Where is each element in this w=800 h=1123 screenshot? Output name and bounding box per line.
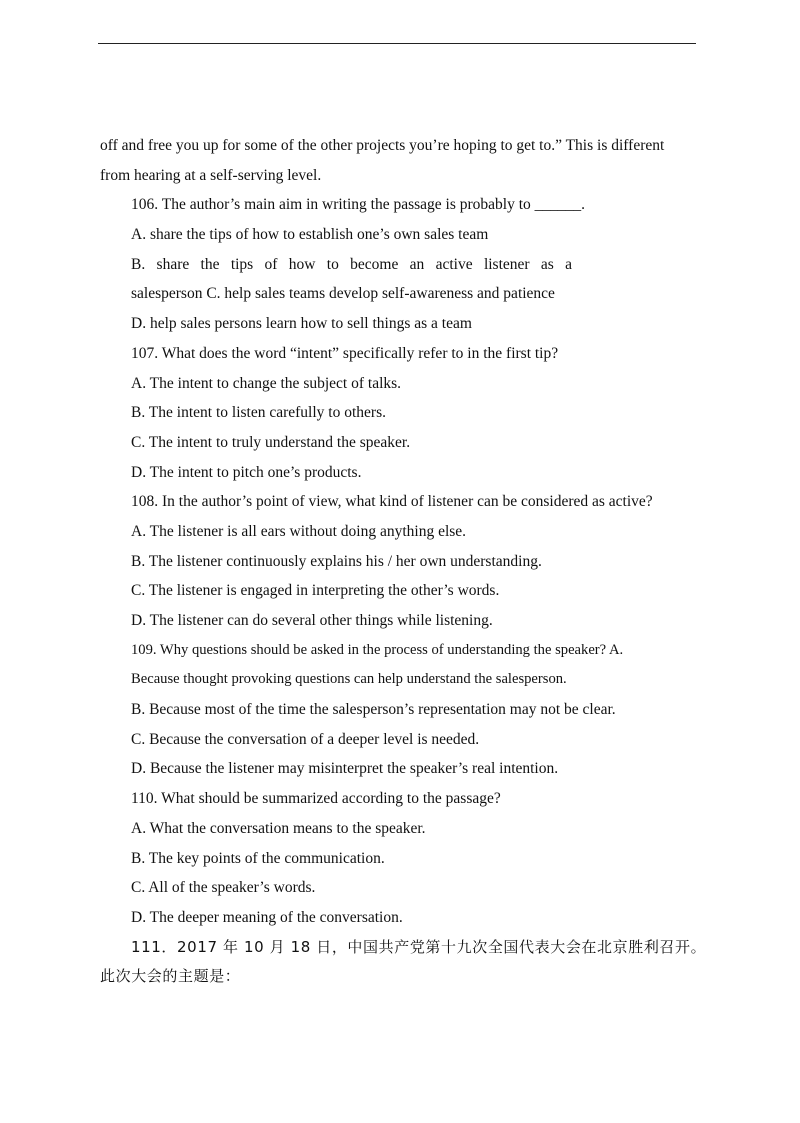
question-107-option-d: D. The intent to pitch one’s products. <box>131 463 362 481</box>
passage-line: from hearing at a self-serving level. <box>100 166 322 184</box>
question-107-option-c: C. The intent to truly understand the speaker. <box>131 433 411 451</box>
question-106-option-a: A. share the tips of how to establish one’s own sales team <box>131 226 489 244</box>
question-108-option-a: A. The listener is all ears without doing anything else. <box>131 522 467 540</box>
question-110-option-b: B. The key points of the communication. <box>131 849 385 867</box>
question-109-option-a: Because thought provoking questions can help understand the salesperson. <box>131 671 567 688</box>
question-108-option-b: B. The listener continuously explains his / her own understanding. <box>131 552 542 570</box>
question-106-option-b: B. share the tips of how to become an active listener as a <box>131 255 572 273</box>
question-110-stem: 110. What should be summarized according to the passage? <box>131 790 501 808</box>
page-content <box>100 131 707 992</box>
question-106-stem: 106. The author’s main aim in writing the passage is probably to ______. <box>131 196 586 214</box>
question-107-stem: 107. What does the word “intent” specifically refer to in the first tip? <box>131 344 559 362</box>
question-107-option-b: B. The intent to listen carefully to others. <box>131 404 386 422</box>
question-110-option-a: A. What the conversation means to the speaker. <box>131 819 426 837</box>
question-106-option-d: D. help sales persons learn how to sell things as a team <box>131 315 472 333</box>
question-111-stem-cont: 此次大会的主题是： <box>100 967 241 986</box>
question-108-option-c: C. The listener is engaged in interpreting the other’s words. <box>131 582 500 600</box>
question-110-option-d: D. The deeper meaning of the conversation. <box>131 908 403 926</box>
question-110-option-c: C. All of the speaker’s words. <box>131 879 316 897</box>
question-107-option-a: A. The intent to change the subject of talks. <box>131 374 402 392</box>
question-109-option-b: B. Because most of the time the salesperson’s representation may not be clear. <box>131 701 616 719</box>
header-rule <box>98 43 696 44</box>
question-106-option-b-c: salesperson C. help sales teams develop self-awareness and patience <box>131 285 555 303</box>
question-109-option-c: C. Because the conversation of a deeper level is needed. <box>131 730 480 748</box>
question-111-stem: 111．2017 年 10 月 18 日，中国共产党第十九次全国代表大会在北京胜利召开。 <box>131 937 707 956</box>
question-108-option-d: D. The listener can do several other things while listening. <box>131 612 493 629</box>
question-109-option-d: D. Because the listener may misinterpret the speaker’s real intention. <box>131 760 559 778</box>
question-108-stem: 108. In the author’s point of view, what kind of listener can be considered as active? <box>131 493 653 511</box>
passage-line: off and free you up for some of the other projects you’re hoping to get to.” This is different <box>100 137 665 154</box>
question-109-stem: 109. Why questions should be asked in the process of understanding the speaker? A. <box>131 641 624 658</box>
